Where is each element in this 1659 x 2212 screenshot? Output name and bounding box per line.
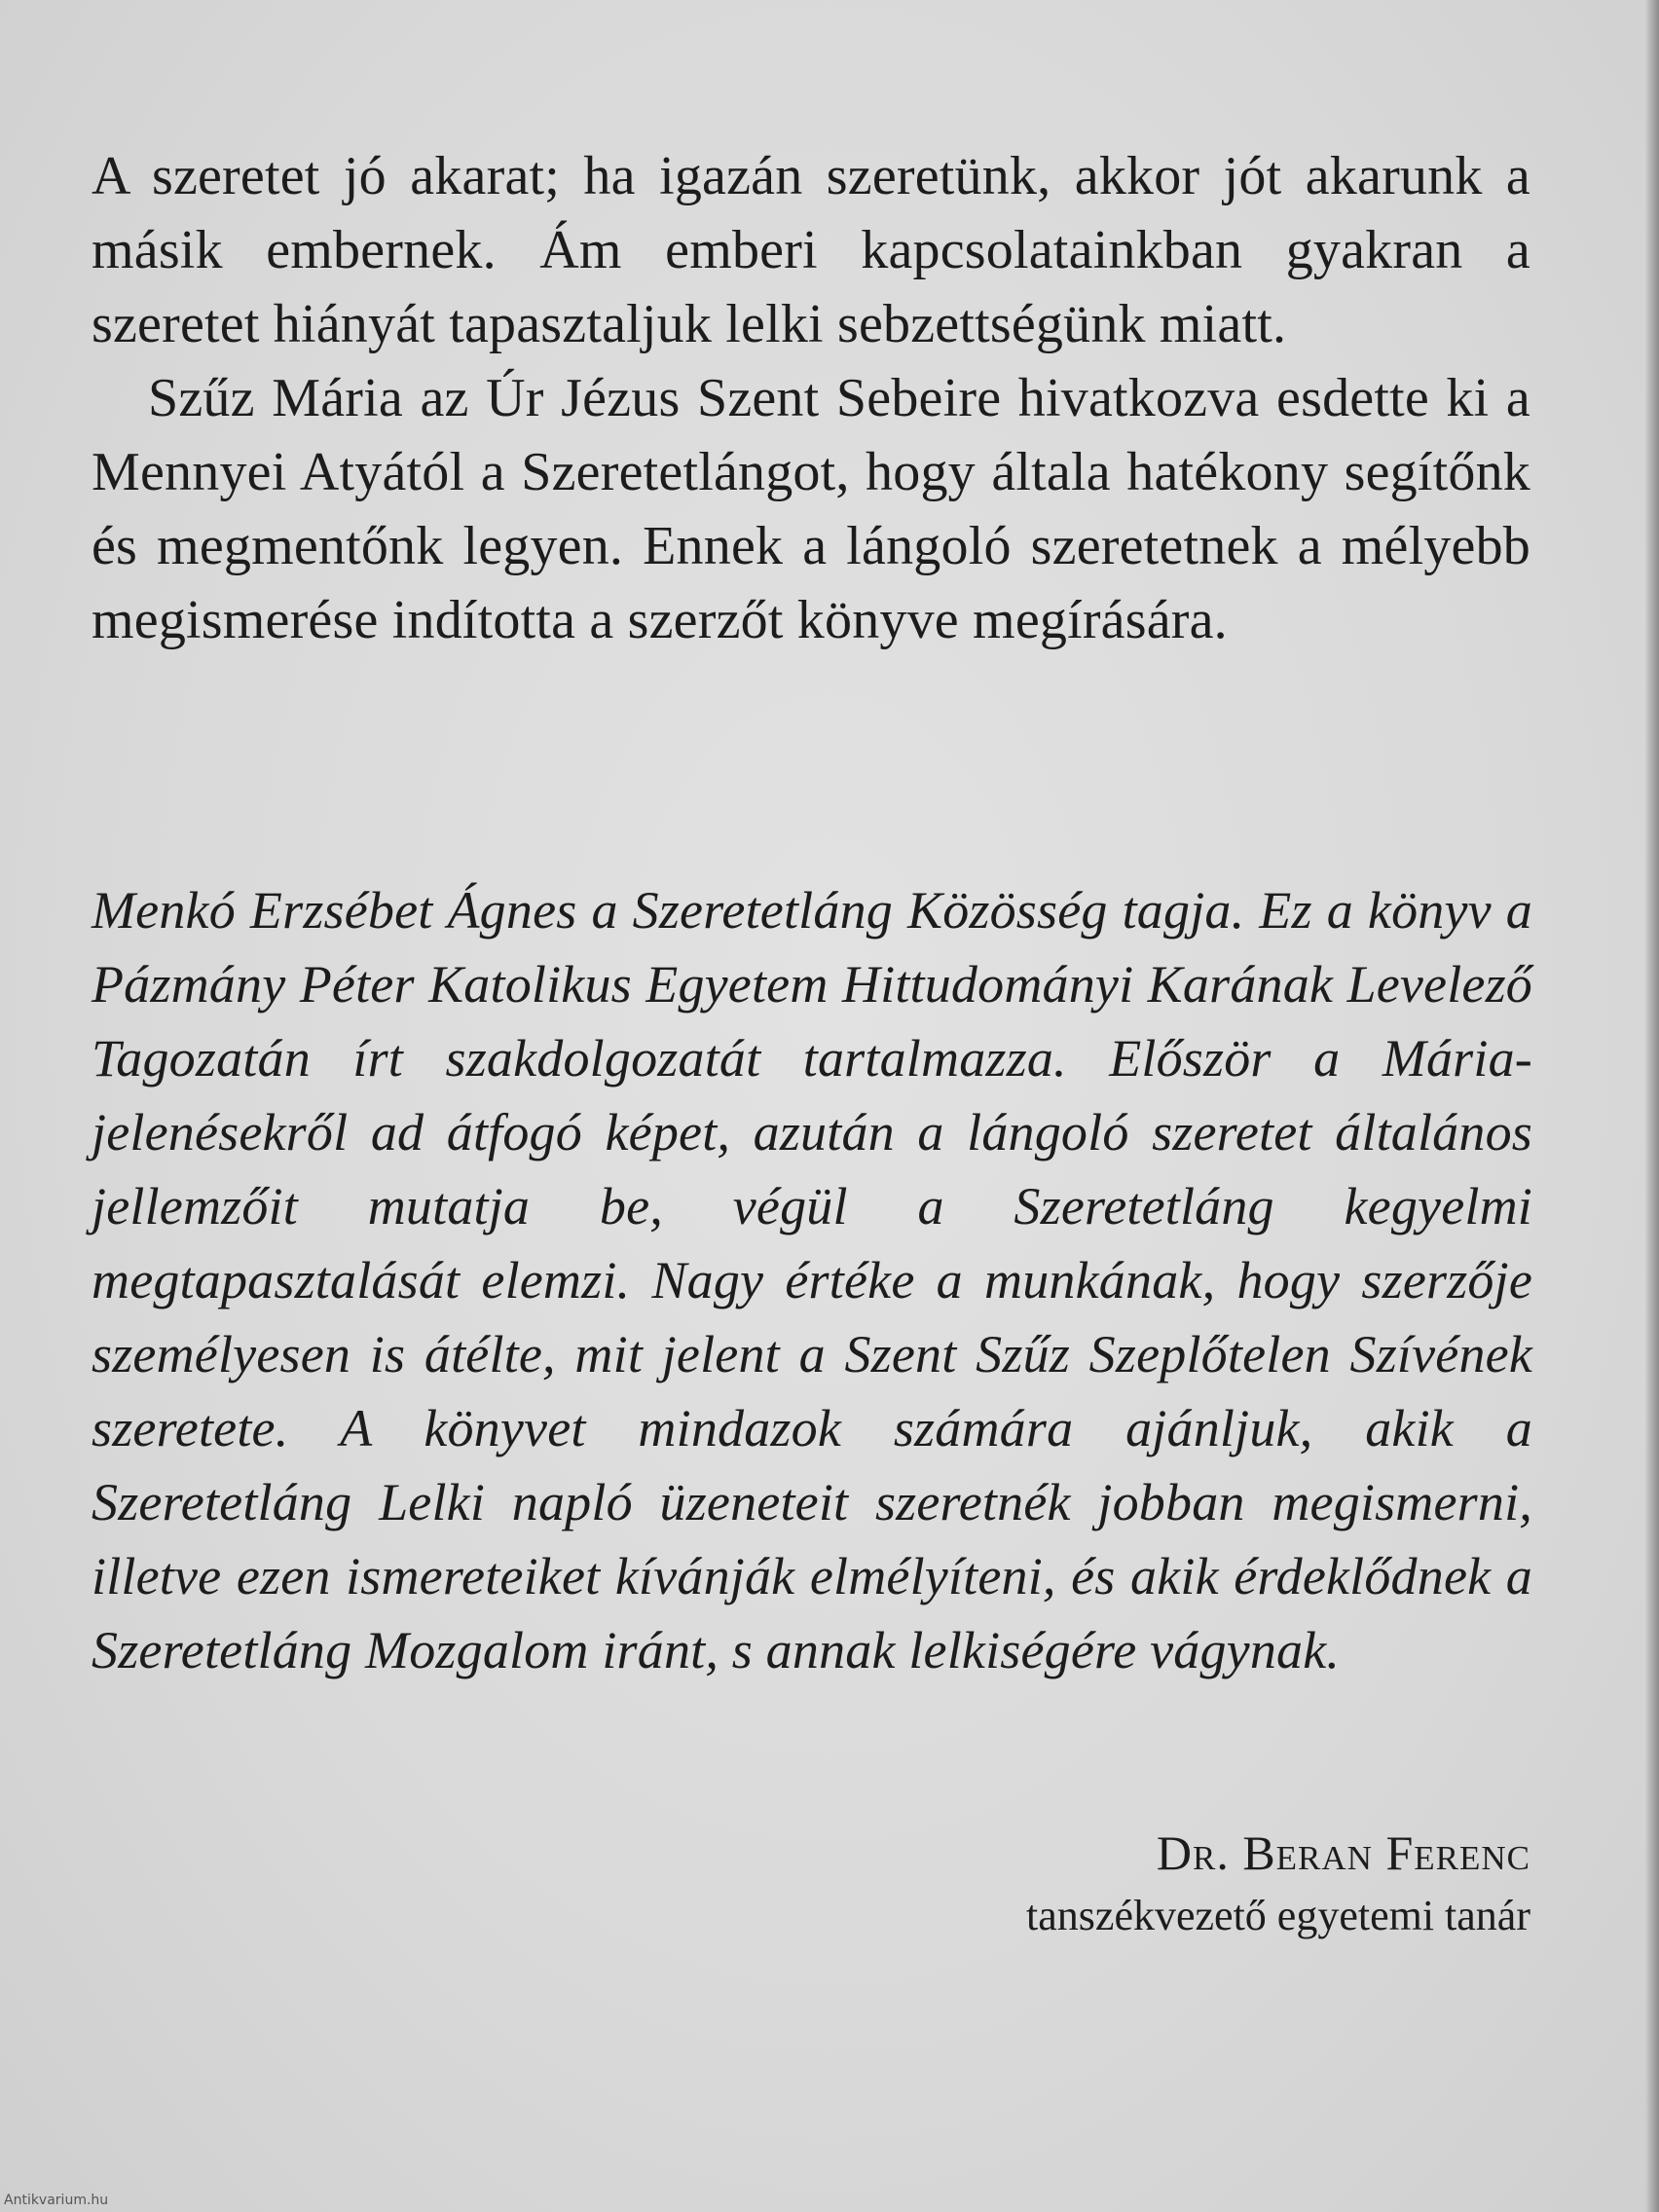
author-description-block bbox=[92, 873, 1532, 1687]
signature-name: Dr. Beran Ferenc bbox=[1156, 1825, 1530, 1880]
upper-paragraph-2: Szűz Mária az Úr Jézus Szent Sebeire hivatkozva esdette ki a Mennyei Atyától a Szeretetlángot, hogy általa hatékony segítőnk és megmentőnk legyen. Ennek a lángoló szeretetnek a mélyebb megismerése indította a szerzőt könyve megírására. bbox=[92, 368, 1530, 650]
signature-title: tanszékvezető egyetemi tanár bbox=[1026, 1892, 1530, 1939]
signature-block bbox=[1026, 1821, 1530, 1947]
author-description-paragraph: Menkó Erzsébet Ágnes a Szeretetláng Közösség tagja. Ez a könyv a Pázmány Péter Katolikus Egyetem Hittudományi Karának Levelező Tagozatán írt szakdolgozatát tartalmazza. Először a Mária-jelenésekről ad átfogó képet, azután a lángoló szeretet általános jellemzőit mutatja be, végül a Szeretetláng kegyelmi megtapasztalását elemzi. Nagy értéke a munkának, hogy szerzője személyesen is átélte, mit jelent a Szent Szűz Szeplőtelen Szívének szeretete. A könyvet mindazok számára ajánljuk, akik a Szeretetláng Lelki napló üzeneteit szeretnék jobban megismerni, illetve ezen ismereteiket kívánják elmélyíteni, és akik érdeklődnek a Szeretetláng Mozgalom iránt, s annak lelkiségére vágynak. bbox=[92, 881, 1532, 1679]
upper-text-block bbox=[92, 139, 1530, 657]
watermark: Antikvarium.hu bbox=[4, 2193, 109, 2208]
upper-paragraph-1: A szeretet jó akarat; ha igazán szeretünk, akkor jót akarunk a másik embernek. Ám emberi kapcsolatainkban gyakran a szeretet hiányát tapasztaljuk lelki sebzettségünk miatt. bbox=[92, 146, 1530, 354]
page-edge bbox=[1645, 0, 1659, 2212]
